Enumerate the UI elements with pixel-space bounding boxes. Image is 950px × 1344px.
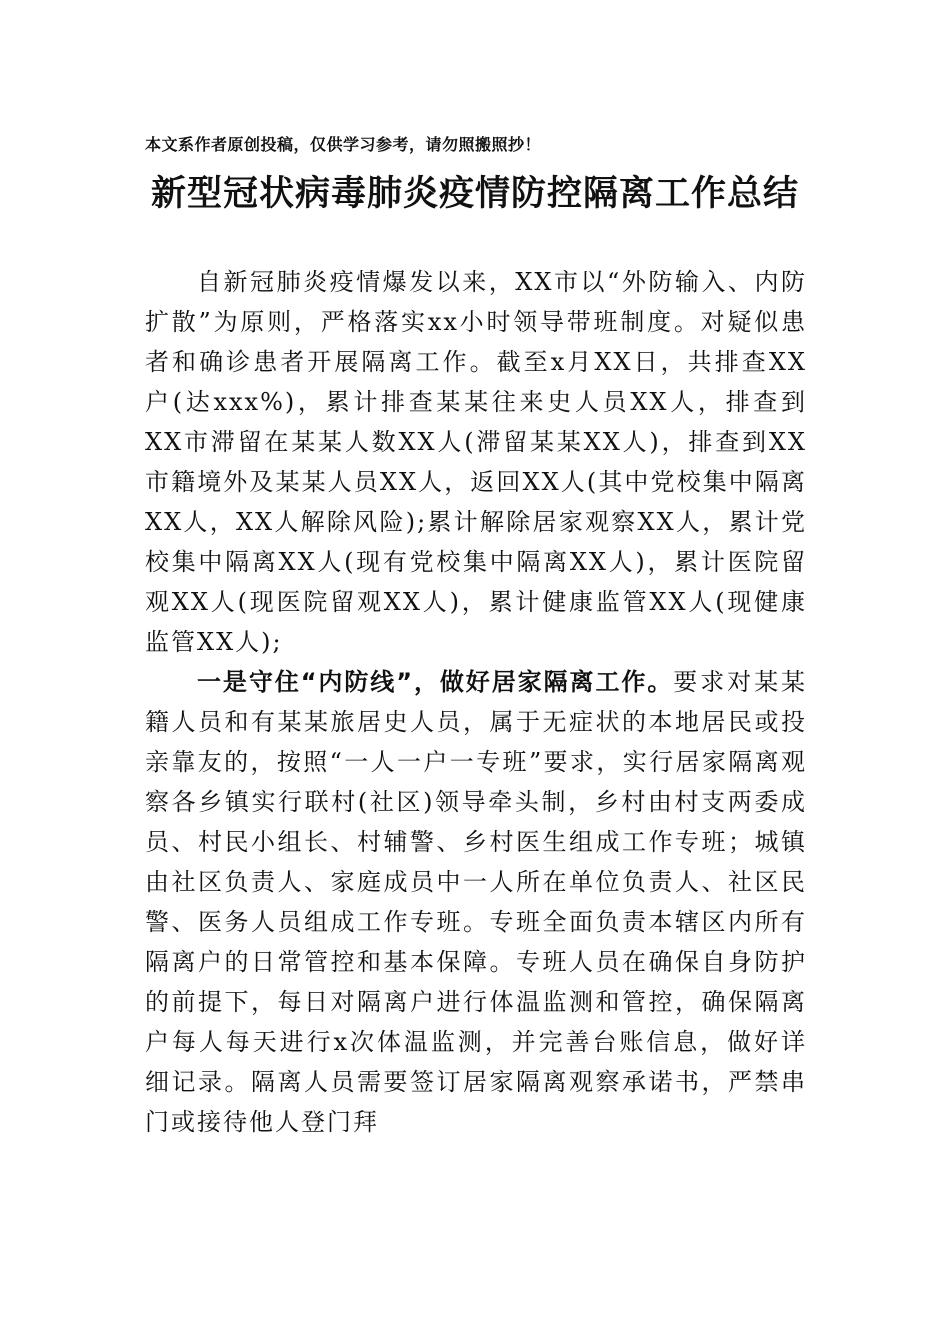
- copyright-notice: 本文系作者原创投稿，仅供学习参考，请勿照搬照抄！: [145, 135, 542, 154]
- paragraph-body-text: 要求对某某籍人员和有某某旅居史人员，属于无症状的本地居民或投亲靠友的，按照“一人一户一专班”要求，实行居家隔离观察各乡镇实行联村(社区)领导牵头制，乡村由村支两委成员、村民小组长、村辅警、乡村医生组成工作专班；城镇由社区负责人、家庭成员中一人所在单位负责人、社区民警、医务人员组成工作专班。专班全面负责本辖区内所有隔离户的日常管控和基本保障。专班人员在确保自身防护的前提下，每日对隔离户进行体温监测和管控，确保隔离户每人每天进行x次体温监测，并完善台账信息，做好详细记录。隔离人员需要签订居家隔离观察承诺书，严禁串门或接待他人登门拜: [145, 668, 808, 1136]
- document-body: [145, 262, 807, 1142]
- paragraph-summary: 自新冠肺炎疫情爆发以来，XX市以“外防输入、内防扩散”为原则，严格落实xx小时领导带班制度。对疑似患者和确诊患者开展隔离工作。截至x月XX日，共排查XX户(达xxx%)，累计排查某某往来史人员XX人，排查到XX市滞留在某某人数XX人(滞留某某XX人)，排查到XX市籍境外及某某人员XX人，返回XX人(其中党校集中隔离XX人，XX人解除风险);累计解除居家观察XX人，累计党校集中隔离XX人(现有党校集中隔离XX人)，累计医院留观XX人(现医院留观XX人)，累计健康监管XX人(现健康监管XX人);: [145, 268, 807, 656]
- document-title: 新型冠状病毒肺炎疫情防控隔离工作总结: [150, 173, 799, 214]
- paragraph-lead-heading: 一是守住“内防线”，做好居家隔离工作。: [197, 668, 674, 696]
- paragraph-home-isolation: [145, 662, 807, 1142]
